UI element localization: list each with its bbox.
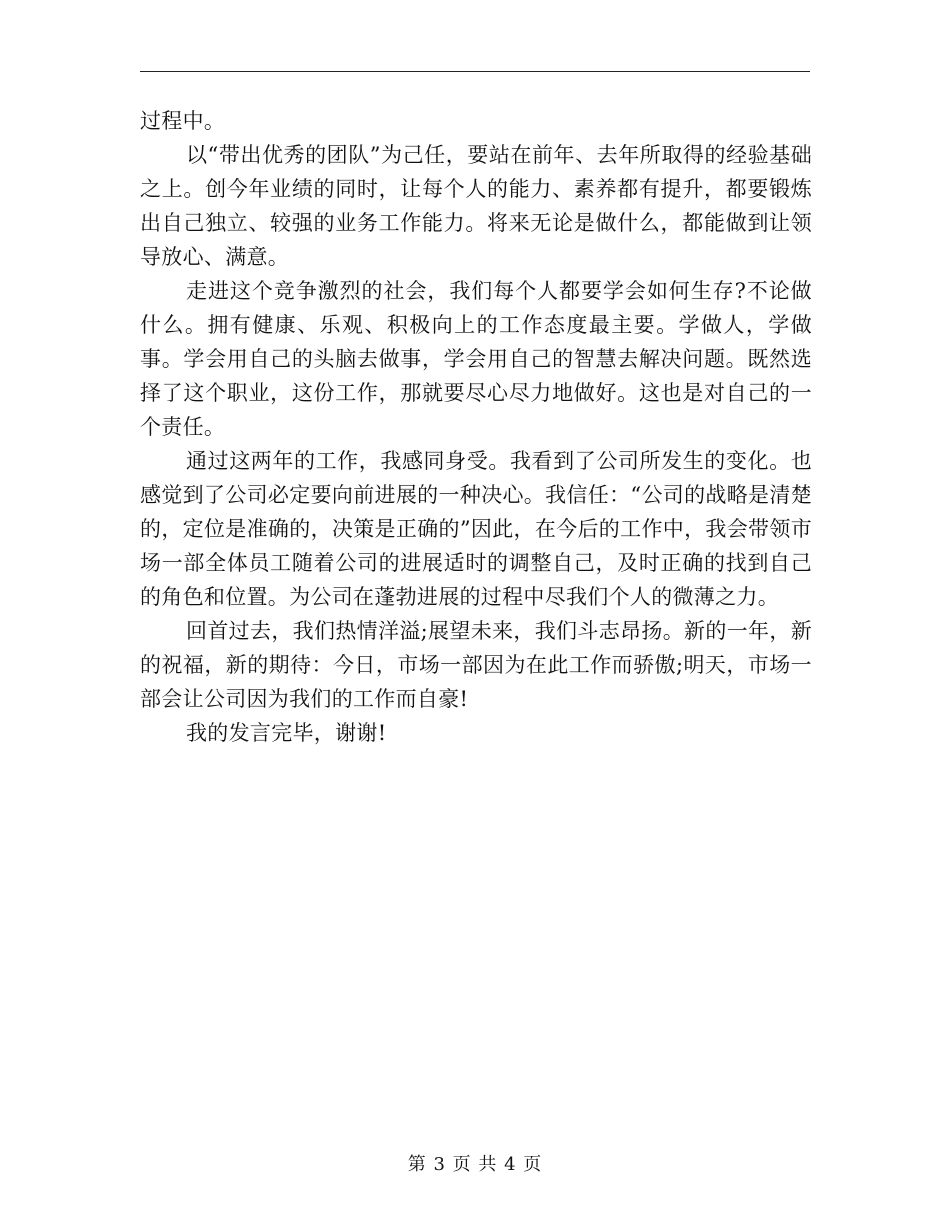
document-body	[140, 104, 812, 750]
page-number-footer: 第 3 页 共 4 页	[407, 1154, 543, 1175]
paragraph-competition: 走进这个竞争激烈的社会，我们每个人都要学会如何生存?不论做什么。拥有健康、乐观、积极向上的工作态度最主要。学做人，学做事。学会用自己的头脑去做事，学会用自己的智慧去解决问题。既然选择了这个职业，这份工作，那就要尽心尽力地做好。这也是对自己的一个责任。	[140, 279, 812, 439]
header-rule	[140, 71, 810, 72]
paragraph-looking-ahead: 回首过去，我们热情洋溢;展望未来，我们斗志昂扬。新的一年，新的祝福，新的期待：今日，市场一部因为在此工作而骄傲;明天，市场一部会让公司因为我们的工作而自豪!	[140, 619, 812, 711]
paragraph-closing: 我的发言完毕，谢谢!	[186, 721, 387, 745]
paragraph-team-goal: 以“带出优秀的团队”为己任，要站在前年、去年所取得的经验基础之上。创今年业绩的同时，让每个人的能力、素养都有提升，都要锻炼出自己独立、较强的业务工作能力。将来无论是做什么，都能做到让领导放心、满意。	[140, 143, 812, 269]
paragraph-continuation: 过程中。	[140, 109, 226, 133]
paragraph-two-years: 通过这两年的工作，我感同身受。我看到了公司所发生的变化。也感觉到了公司必定要向前进展的一种决心。我信任：“公司的战略是清楚的，定位是准确的，决策是正确的”因此，在今后的工作中，我会带领市场一部全体员工随着公司的进展适时的调整自己，及时正确的找到自己的角色和位置。为公司在蓬勃进展的过程中尽我们个人的微薄之力。	[140, 449, 812, 609]
